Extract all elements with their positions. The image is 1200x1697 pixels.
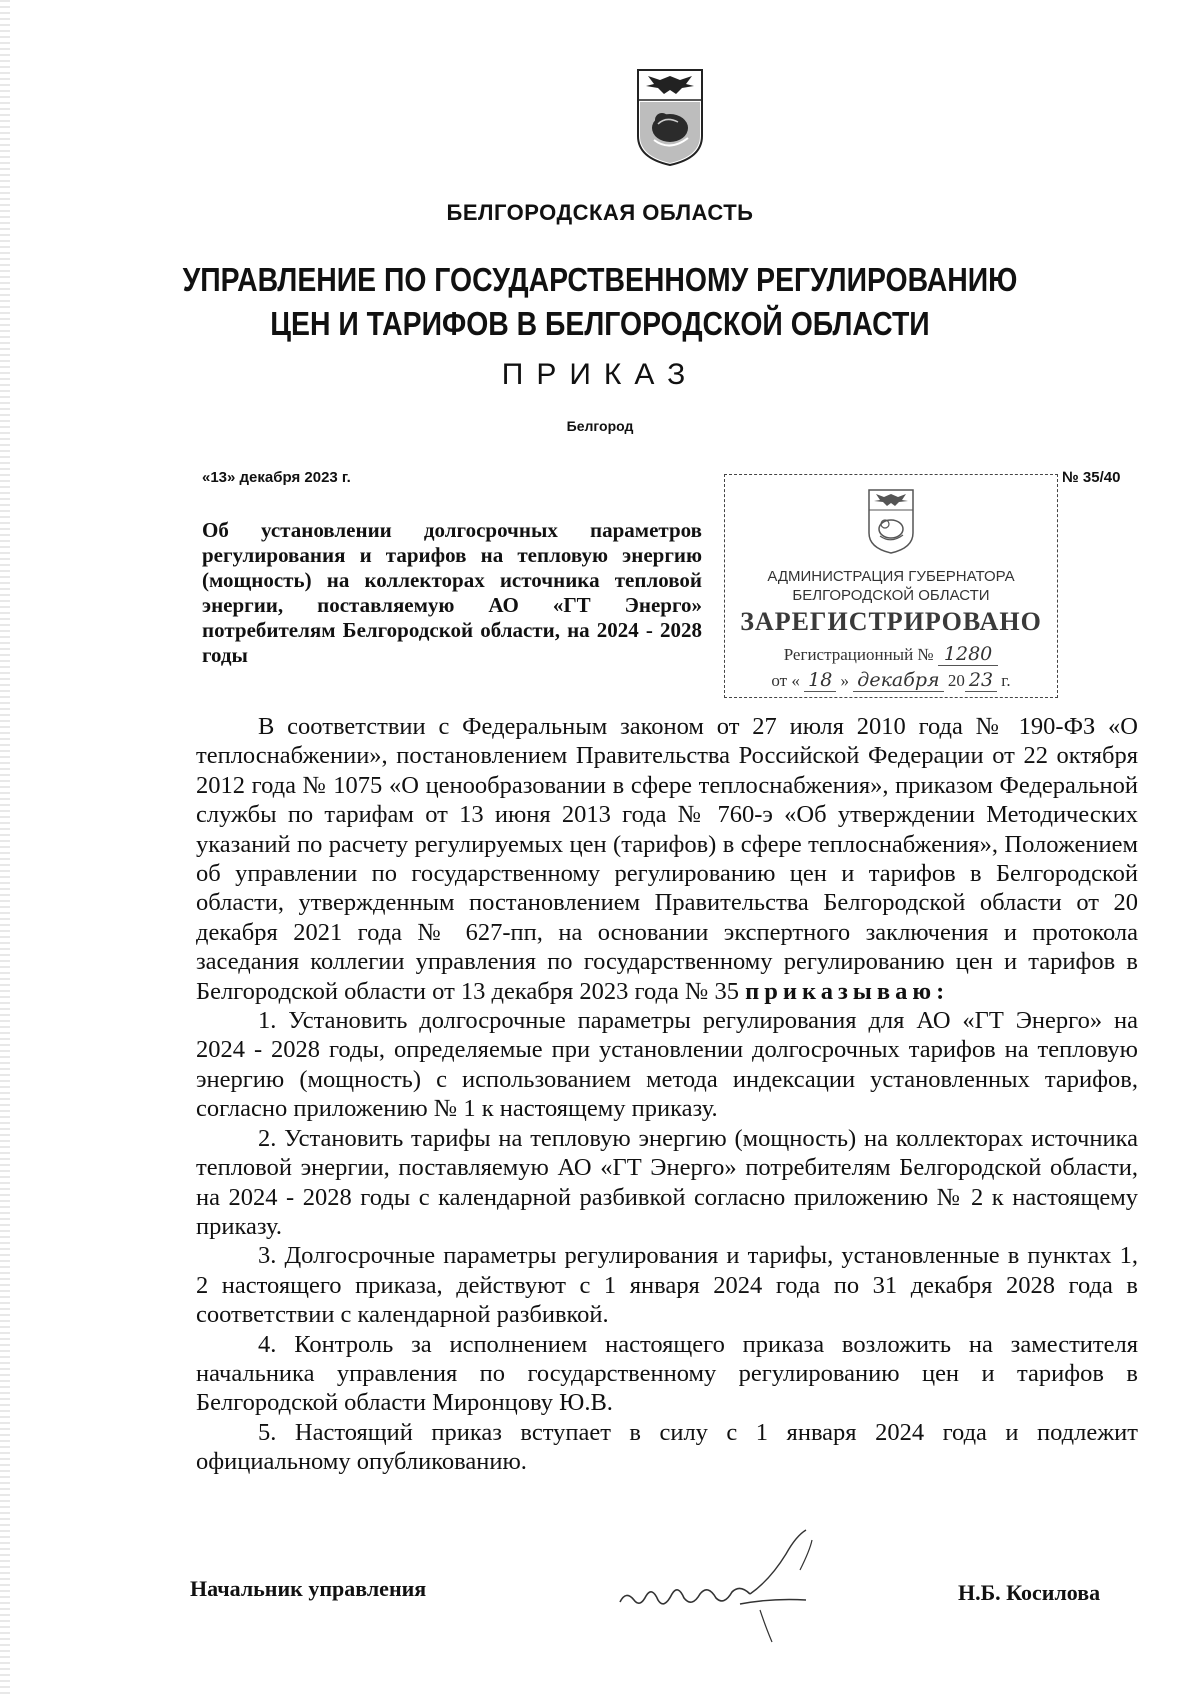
stamp-day: 18 — [804, 669, 836, 692]
order-item-3: 3. Долгосрочные параметры регулирования и тарифы, установленные в пунктах 1, 2 настоящего приказа, действуют с 1 января 2024 года по 31 декабря 2028 года в соответствии с календарной разбивкой. — [196, 1242, 1138, 1329]
signatory-name: Н.Б. Косилова — [958, 1580, 1101, 1605]
order-body — [196, 712, 1138, 1477]
order-item-2: 2. Установить тарифы на тепловую энергию (мощность) на коллекторах источника тепловой энергии, поставляемую АО «ГТ Энерго» потребителям Белгородской области, на 2024 - 2028 годы с календарной разбивкой согласно приложению № 2 к настоящему приказу. — [196, 1124, 1138, 1240]
stamp-reg-number: 1280 — [938, 643, 998, 666]
order-number: № 35/40 — [1062, 469, 1121, 486]
region-name: БЕЛГОРОДСКАЯ ОБЛАСТЬ — [446, 200, 754, 225]
order-item-1: 1. Установить долгосрочные параметры регулирования для АО «ГТ Энерго» на 2024 - 2028 годы, определяемые при установлении долгосрочных тарифов на тепловую энергию (мощность) с использованием метода индексации установленных тарифов, согласно приложению № 1 к настоящему приказу. — [196, 1007, 1138, 1123]
stamp-emblem-icon — [866, 487, 916, 555]
stamp-year-suffix: 23 — [965, 669, 997, 692]
order-item-4: 4. Контроль за исполнением настоящего приказа возложить на заместителя начальника управления по государственному регулированию цен и тарифов в Белгородской области Миронцову Ю.В. — [196, 1330, 1138, 1417]
document-type: ПРИКАЗ — [501, 358, 699, 391]
stamp-reg-label: Регистрационный № — [783, 645, 934, 664]
stamp-month: декабря — [853, 669, 943, 692]
order-item-5: 5. Настоящий приказ вступает в силу с 1 января 2024 года и подлежит официальному опубликованию. — [196, 1418, 1138, 1476]
stamp-organization — [725, 567, 1057, 605]
preamble-paragraph — [196, 712, 1138, 1006]
order-date: «13» декабря 2023 г. — [202, 469, 351, 486]
signatory-title: Начальник управления — [190, 1576, 427, 1601]
stamp-registration-number — [725, 643, 1057, 665]
stamp-org-line2: БЕЛГОРОДСКОЙ ОБЛАСТИ — [792, 587, 990, 604]
preamble-text: В соответствии с Федеральным законом от 27 июля 2010 года № 190-ФЗ «О теплоснабжении», постановлением Правительства Российской Федерации от 22 октября 2012 года № 1075 «О ценообразовании в сфере теплоснабжения», приказом Федеральной службы по тарифам от 13 июня 2013 года № 760-э «Об утверждении Методических указаний по расчету регулируемых цен (тарифов) в сфере теплоснабжения», Положением об управлении по государственному регулированию цен и тарифов в Белгородской области, утвержденным постановлением Правительства Белгородской области от 20 декабря 2021 года № 627-пп, на основании экспертного заключения и протокола заседания коллегии управления по государственному регулированию цен и тарифов в Белгородской области от 13 декабря 2023 года № 35 — [196, 713, 1138, 1005]
city-name: Белгород — [566, 418, 634, 434]
agency-name-line1: УПРАВЛЕНИЕ ПО ГОСУДАРСТВЕННОМУ РЕГУЛИРОВАНИЮ — [182, 261, 1018, 298]
stamp-year-prefix: 20 — [947, 671, 965, 690]
order-word: приказываю: — [745, 977, 950, 1005]
coat-of-arms-icon — [634, 66, 706, 168]
stamp-year-end: г. — [1001, 671, 1011, 690]
agency-name — [84, 258, 1116, 346]
stamp-date-prefix: от « — [771, 671, 800, 690]
agency-name-line2: ЦЕН И ТАРИФОВ В БЕЛГОРОДСКОЙ ОБЛАСТИ — [270, 305, 930, 342]
registration-stamp — [724, 474, 1058, 698]
stamp-status: ЗАРЕГИСТРИРОВАНО — [740, 607, 1042, 636]
stamp-date — [725, 669, 1057, 691]
handwritten-signature — [600, 1510, 860, 1650]
stamp-date-mid: » — [840, 671, 850, 690]
order-subject: Об установлении долгосрочных параметров регулирования и тарифов на тепловую энергию (мощность) на коллекторах источника тепловой энергии, поставляемую АО «ГТ Энерго» потребителям Белгородской области, на 2024 - 2028 годы — [202, 518, 702, 667]
stamp-org-line1: АДМИНИСТРАЦИЯ ГУБЕРНАТОРА — [767, 568, 1015, 585]
scan-edge — [0, 0, 10, 1697]
